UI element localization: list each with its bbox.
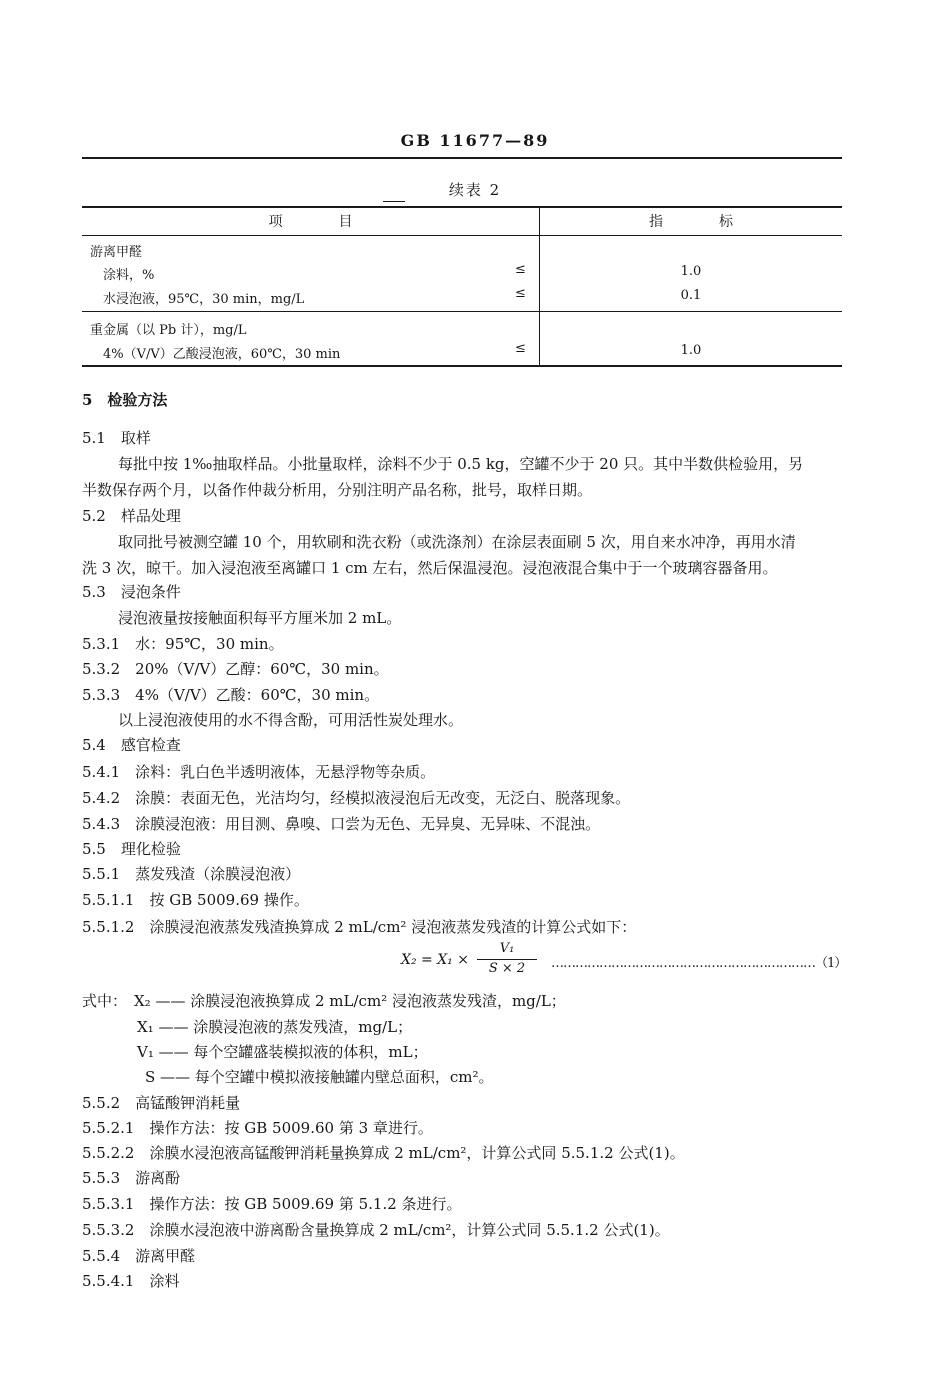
fraction-bar xyxy=(477,959,537,960)
clause: 5.5.3 游离酚 xyxy=(82,1169,181,1187)
paragraph-line: 浸泡液量按接触面积每平方厘米加 2 mL。 xyxy=(118,609,402,627)
formula-number: …………………………………………………………（1） xyxy=(551,956,847,971)
clause: 5.5.1.2 涂膜浸泡液蒸发残渣换算成 2 mL/cm² 浸泡液蒸发残渣的计算公式如下： xyxy=(82,918,637,936)
clause: 5.3.1 水：95℃，30 min。 xyxy=(82,635,284,653)
variable-definition: S —— 每个空罐中模拟液接触罐内壁总面积，cm²。 xyxy=(145,1068,494,1086)
subsection-heading: 5.2 样品处理 xyxy=(82,507,181,525)
paragraph-line: 以上浸泡液使用的水不得含酚，可用活性炭处理水。 xyxy=(118,711,464,729)
variable-definition: V₁ —— 每个空罐盛装模拟液的体积，mL； xyxy=(137,1043,428,1061)
formula-lhs: X₂ = X₁ × xyxy=(401,952,469,968)
clause: 5.4.3 涂膜浸泡液：用目测、鼻嗅、口尝为无色、无异臭、无异味、不混浊。 xyxy=(82,815,601,833)
paragraph-line: 洗 3 次，晾干。加入浸泡液至离罐口 1 cm 左右，然后保温浸泡。浸泡液混合集中于一个玻璃容器备用。 xyxy=(82,559,778,577)
group-name: 游离甲醛 xyxy=(90,245,143,260)
clause: 5.5.2 高锰酸钾消耗量 xyxy=(82,1094,241,1112)
clause: 5.5.4 游离甲醛 xyxy=(82,1247,196,1265)
subsection-heading: 5.4 感官检查 xyxy=(82,736,181,754)
section-heading: 5 检验方法 xyxy=(82,391,168,409)
where-label: 式中： xyxy=(82,992,128,1010)
table-header-rule xyxy=(82,235,842,236)
row-op: ≤ xyxy=(515,286,526,301)
clause: 5.3.2 20%（V/V）乙醇：60℃，30 min。 xyxy=(82,660,389,678)
table-top-rule xyxy=(82,206,842,208)
clause: 5.5.1 蒸发残渣（涂膜浸泡液） xyxy=(82,865,301,883)
table-title: 续表 2 xyxy=(448,181,502,199)
row-op: ≤ xyxy=(515,262,526,277)
clause: 5.5.2.1 操作方法：按 GB 5009.60 第 3 章进行。 xyxy=(82,1119,433,1137)
header-rule xyxy=(82,157,842,159)
subsection-heading: 5.3 浸泡条件 xyxy=(82,583,181,601)
row-value: 1.0 xyxy=(680,264,702,279)
clause: 5.4.1 涂料：乳白色半透明液体，无悬浮物等杂质。 xyxy=(82,763,436,781)
row-item: 4%（V/V）乙酸浸泡液，60℃，30 min xyxy=(103,347,341,362)
row-op: ≤ xyxy=(515,341,526,356)
table-title-underline xyxy=(383,201,405,202)
row-value: 0.1 xyxy=(680,288,702,303)
clause: 5.5.3.2 涂膜水浸泡液中游离酚含量换算成 2 mL/cm²，计算公式同 5.5.1.2 公式(1)。 xyxy=(82,1221,670,1239)
standard-number: GB 11677—89 xyxy=(400,131,550,150)
clause: 5.5.1.1 按 GB 5009.69 操作。 xyxy=(82,891,309,909)
clause: 5.5.4.1 涂料 xyxy=(82,1272,180,1290)
paragraph-line: 每批中按 1‰抽取样品。小批量取样，涂料不少于 0.5 kg，空罐不少于 20 只。其中半数供检验用，另 xyxy=(118,455,804,473)
formula-numerator: V₁ xyxy=(499,941,515,956)
paragraph-line: 半数保存两个月，以备作仲裁分析用，分别注明产品名称，批号，取样日期。 xyxy=(82,481,593,499)
clause: 5.5.3.1 操作方法：按 GB 5009.69 第 5.1.2 条进行。 xyxy=(82,1195,462,1213)
table-group-rule xyxy=(82,311,842,312)
column-header-value: 指 标 xyxy=(649,214,733,230)
variable-definition: X₂ —— 涂膜浸泡液换算成 2 mL/cm² 浸泡液蒸发残渣，mg/L； xyxy=(134,992,566,1010)
row-item: 水浸泡液，95℃，30 min，mg/L xyxy=(103,292,305,307)
formula-denominator: S × 2 xyxy=(488,961,526,976)
clause: 5.3.3 4%（V/V）乙酸：60℃，30 min。 xyxy=(82,686,380,704)
variable-definition: X₁ —— 涂膜浸泡液的蒸发残渣，mg/L； xyxy=(137,1018,413,1036)
clause: 5.5.2.2 涂膜水浸泡液高锰酸钾消耗量换算成 2 mL/cm²，计算公式同 5.5.1.2 公式(1)。 xyxy=(82,1144,685,1162)
subsection-heading: 5.1 取样 xyxy=(82,429,151,447)
clause: 5.4.2 涂膜：表面无色，光洁均匀，经模拟液浸泡后无改变，无泛白、脱落现象。 xyxy=(82,789,631,807)
paragraph-line: 取同批号被测空罐 10 个，用软刷和洗衣粉（或洗涤剂）在涂层表面刷 5 次，用自来水冲净，再用水清 xyxy=(118,533,796,551)
row-value: 1.0 xyxy=(680,343,702,358)
table-bottom-rule xyxy=(82,365,842,367)
group-name: 重金属（以 Pb 计），mg/L xyxy=(90,323,247,338)
row-item: 涂料，% xyxy=(103,268,155,283)
subsection-heading: 5.5 理化检验 xyxy=(82,840,181,858)
column-header-item: 项 目 xyxy=(268,214,353,230)
